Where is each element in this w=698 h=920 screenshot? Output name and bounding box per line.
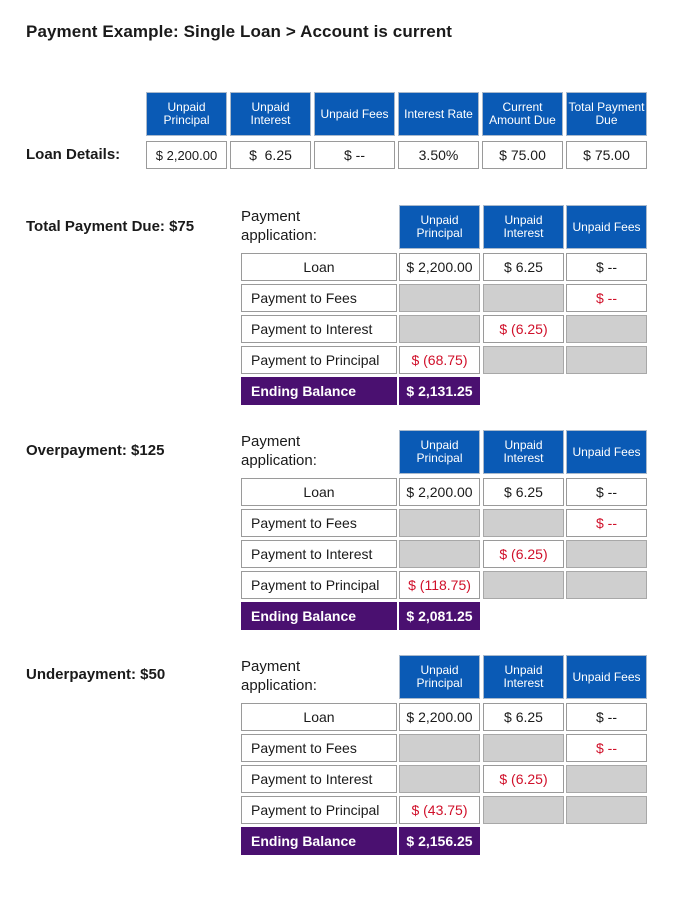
principal-row-label: Payment to Principal: [241, 571, 397, 599]
fees-row-principal-empty: [399, 509, 480, 537]
fees-row-interest-empty: [483, 509, 564, 537]
ending-balance-label: Ending Balance: [241, 827, 397, 855]
loan-value-current-amount-due: $ 75.00: [482, 141, 563, 169]
header-unpaid-principal: Unpaid Principal: [399, 655, 480, 699]
header-unpaid-interest: Unpaid Interest: [483, 655, 564, 699]
loan-value-unpaid-fees: $ --: [314, 141, 395, 169]
page-title: Payment Example: Single Loan > Account is current: [26, 22, 453, 41]
loan-row-label: Loan: [241, 703, 397, 731]
fees-row-interest-empty: [483, 734, 564, 762]
loan-details-label: Loan Details:: [26, 146, 121, 163]
payment-application-label: Payment application:: [241, 433, 317, 469]
loan-row-label: Loan: [241, 478, 397, 506]
fees-row-label: Payment to Fees: [241, 509, 397, 537]
loan-row-interest: $ 6.25: [483, 253, 564, 281]
ending-balance-label: Ending Balance: [241, 377, 397, 405]
ending-balance-value: $ 2,156.25: [399, 827, 480, 855]
ending-balance-value: $ 2,131.25: [399, 377, 480, 405]
section-label: Overpayment: $125: [26, 442, 165, 459]
loan-value-unpaid-principal: $ 2,200.00: [146, 141, 227, 169]
loan-row-fees: $ --: [566, 478, 647, 506]
interest-row-fees-empty: [566, 315, 647, 343]
header-unpaid-fees: Unpaid Fees: [566, 655, 647, 699]
principal-row-interest-empty: [483, 346, 564, 374]
loan-row-principal: $ 2,200.00: [399, 703, 480, 731]
header-unpaid-interest: Unpaid Interest: [483, 205, 564, 249]
section-overpayment: [0, 430, 698, 630]
principal-row-fees-empty: [566, 571, 647, 599]
interest-row-label: Payment to Interest: [241, 765, 397, 793]
loan-header-unpaid-interest: Unpaid Interest: [230, 92, 311, 136]
principal-row-principal: $ (68.75): [399, 346, 480, 374]
fees-row-fees: $ --: [566, 734, 647, 762]
section-label: Total Payment Due: $75: [26, 218, 195, 235]
fees-row-interest-empty: [483, 284, 564, 312]
loan-row-interest: $ 6.25: [483, 703, 564, 731]
fees-row-principal-empty: [399, 284, 480, 312]
loan-row-label: Loan: [241, 253, 397, 281]
loan-header-total-payment-due: Total Payment Due: [566, 92, 647, 136]
loan-row-interest: $ 6.25: [483, 478, 564, 506]
interest-row-label: Payment to Interest: [241, 540, 397, 568]
loan-row-fees: $ --: [566, 703, 647, 731]
payment-application-label: Payment application:: [241, 208, 317, 244]
loan-row-principal: $ 2,200.00: [399, 253, 480, 281]
principal-row-label: Payment to Principal: [241, 796, 397, 824]
fees-row-label: Payment to Fees: [241, 284, 397, 312]
interest-row-principal-empty: [399, 540, 480, 568]
loan-header-current-amount-due: Current Amount Due: [482, 92, 563, 136]
header-unpaid-fees: Unpaid Fees: [566, 430, 647, 474]
interest-row-interest: $ (6.25): [483, 315, 564, 343]
principal-row-fees-empty: [566, 796, 647, 824]
loan-header-unpaid-fees: Unpaid Fees: [314, 92, 395, 136]
loan-value-interest-rate: 3.50%: [398, 141, 479, 169]
loan-row-principal: $ 2,200.00: [399, 478, 480, 506]
fees-row-label: Payment to Fees: [241, 734, 397, 762]
principal-row-interest-empty: [483, 571, 564, 599]
fees-row-principal-empty: [399, 734, 480, 762]
header-unpaid-fees: Unpaid Fees: [566, 205, 647, 249]
interest-row-principal-empty: [399, 315, 480, 343]
principal-row-principal: $ (43.75): [399, 796, 480, 824]
interest-row-label: Payment to Interest: [241, 315, 397, 343]
interest-row-principal-empty: [399, 765, 480, 793]
loan-value-unpaid-interest: $ 6.25: [230, 141, 311, 169]
section-label: Underpayment: $50: [26, 666, 166, 683]
loan-header-unpaid-principal: Unpaid Principal: [146, 92, 227, 136]
loan-value-total-payment-due: $ 75.00: [566, 141, 647, 169]
principal-row-fees-empty: [566, 346, 647, 374]
fees-row-fees: $ --: [566, 284, 647, 312]
header-unpaid-interest: Unpaid Interest: [483, 430, 564, 474]
interest-row-fees-empty: [566, 540, 647, 568]
principal-row-label: Payment to Principal: [241, 346, 397, 374]
interest-row-fees-empty: [566, 765, 647, 793]
interest-row-interest: $ (6.25): [483, 540, 564, 568]
ending-balance-label: Ending Balance: [241, 602, 397, 630]
principal-row-interest-empty: [483, 796, 564, 824]
header-unpaid-principal: Unpaid Principal: [399, 430, 480, 474]
ending-balance-value: $ 2,081.25: [399, 602, 480, 630]
loan-row-fees: $ --: [566, 253, 647, 281]
header-unpaid-principal: Unpaid Principal: [399, 205, 480, 249]
principal-row-principal: $ (118.75): [399, 571, 480, 599]
interest-row-interest: $ (6.25): [483, 765, 564, 793]
payment-application-label: Payment application:: [241, 658, 317, 694]
fees-row-fees: $ --: [566, 509, 647, 537]
section-total-payment-due: [0, 205, 698, 405]
loan-header-interest-rate: Interest Rate: [398, 92, 479, 136]
section-underpayment: [0, 655, 698, 855]
